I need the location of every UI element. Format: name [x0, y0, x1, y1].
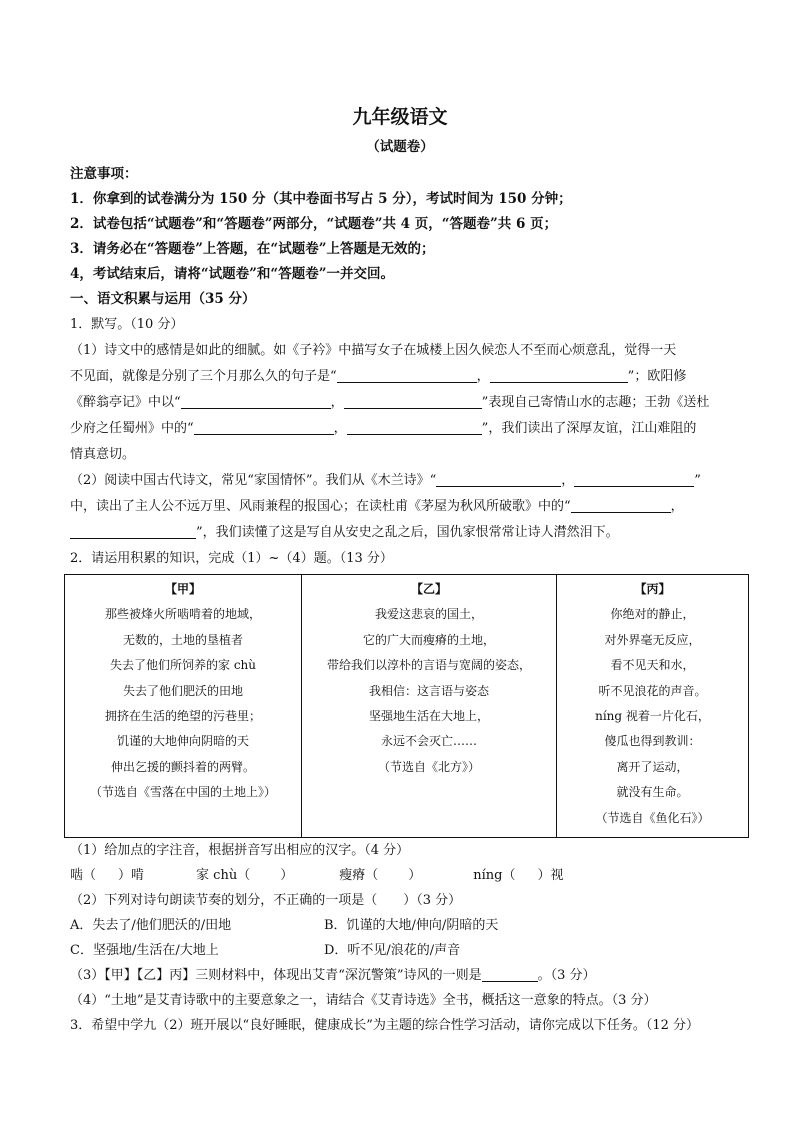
q2-sub1-items: 啮（ ）啃 家 chù（ ） 瘦瘠（ ） níng（ ）视: [70, 868, 564, 884]
q1-text: 不见面，就像是分别了三个月那么久的句子是“ ， ”；欧阳修: [70, 364, 730, 390]
poem-line: 我爱这悲哀的国土，: [374, 607, 483, 622]
q1-text: 《醉翁亭记》中以“ ， ”表现自己寄情山水的志趣；王勃《送杜: [70, 390, 730, 416]
poem-line: 拥挤在生活的绝望的污巷里；: [104, 709, 261, 724]
notice-item: 2．试卷包括“试题卷”和“答题卷”两部分，“试题卷”共 4 页，“答题卷”共 6 页；: [70, 216, 558, 232]
poem-source: （节选自《雪落在中国的土地上》）: [89, 785, 276, 800]
q2-sub1: （1）给加点的字注音，根据拼音写出相应的汉字。（4 分）: [70, 843, 410, 859]
option-b[interactable]: B．饥谨的大地/伸向/阴暗的天: [324, 918, 499, 934]
page-title: 九年级语文: [352, 106, 448, 128]
q2-sub2: （2）下列对诗句朗读节奏的划分，不正确的一项是（ ）（3 分）: [70, 893, 462, 909]
poem-line: 永远不会灭亡……: [380, 734, 477, 749]
q2-options-row: [70, 913, 730, 938]
q2-sub4: （4）“土地”是艾青诗歌中的主要意象之一，请结合《艾青诗选》全书，概括这一意象的特点。（3 分）: [70, 993, 657, 1009]
poem-source: （节选自《鱼化石》）: [595, 810, 710, 825]
answer-blank[interactable]: [337, 366, 477, 383]
poem-line: 离开了运动，: [616, 759, 689, 774]
q1-text: 中，读出了主人公不远万里、风雨兼程的报国心；在读杜甫《茅屋为秋风所破歌》中的“ ，: [70, 494, 730, 520]
answer-blank[interactable]: [194, 418, 334, 435]
answer-blank[interactable]: [482, 965, 538, 982]
answer-blank[interactable]: [571, 496, 671, 513]
poem-line: 听不见浪花的声音。: [598, 683, 707, 698]
answer-blank[interactable]: [490, 366, 628, 383]
poem-line: 失去了他们所饲养的家 chù: [110, 658, 256, 673]
poem-line: 看不见天和水，: [610, 658, 695, 673]
poem-line: 对外界毫无反应，: [604, 632, 701, 647]
page-subtitle: （试题卷）: [366, 139, 434, 155]
q1-text: ”，我们读懂了这是写自从安史之乱之后，国仇家恨常常让诗人潸然泪下。: [70, 520, 730, 546]
poem-yi: [302, 575, 557, 838]
answer-blank[interactable]: [436, 470, 561, 487]
poem-bing: [557, 575, 749, 838]
q1-text: （2）阅读中国古代诗文，常见“家国情怀”。我们从《木兰诗》“ ， ”: [70, 468, 730, 494]
notice-item: 3．请务必在“答题卷”上答题，在“试题卷”上答题是无效的；: [70, 241, 435, 257]
notice-item: 4，考试结束后，请将“试题卷”和“答题卷”一并交回。: [70, 266, 394, 282]
poem-line: 就没有生命。: [616, 785, 689, 800]
poem-line: níng 视着一片化石，: [595, 709, 710, 724]
poem-heading: 【甲】: [164, 582, 201, 596]
poem-line: 我相信：这言语与姿态: [368, 683, 489, 698]
poem-line: 你绝对的静止，: [610, 607, 695, 622]
poem-heading: 【乙】: [410, 582, 447, 596]
q1-text: （1）诗文中的感情是如此的细腻。如《子衿》中描写女子在城楼上因久候恋人不至而心烦意乱，觉得一天: [70, 343, 677, 358]
poem-line: 伸出乞援的颤抖着的两臂。: [110, 759, 255, 774]
notice-heading: 注意事项：: [70, 166, 138, 182]
answer-blank[interactable]: [347, 418, 482, 435]
question-1-stem: 1．默写。（10 分）: [70, 317, 184, 332]
question-2-stem: 2．请运用积累的知识，完成（1）~（4）题。（13 分）: [70, 551, 393, 566]
option-c[interactable]: C．坚强地/生活在/大地上: [70, 943, 219, 959]
q2-options-row: [70, 938, 730, 963]
answer-blank[interactable]: [574, 470, 694, 487]
notice-item: 1．你拿到的试卷满分为 150 分（其中卷面书写占 5 分），考试时间为 150 分钟；: [70, 191, 572, 207]
q1-text: 少府之任蜀州》中的“ ， ”，我们读出了深厚友谊，江山难阻的: [70, 416, 730, 442]
poem-jia: [65, 575, 302, 838]
section-heading: 一、语文积累与运用（35 分）: [70, 291, 256, 307]
answer-blank[interactable]: [70, 522, 196, 539]
poem-line: 傻瓜也得到教训：: [604, 734, 701, 749]
answer-blank[interactable]: [344, 392, 482, 409]
poem-heading: 【丙】: [634, 582, 671, 596]
q1-text: 情真意切。: [70, 447, 136, 462]
poem-line: 失去了他们肥沃的田地: [122, 683, 243, 698]
poem-line: 带给我们以淳朴的言语与宽阔的姿态，: [326, 658, 531, 673]
poem-table: [64, 574, 749, 838]
option-d[interactable]: D．听不见/浪花的/声音: [324, 943, 461, 959]
poem-line: 无数的，土地的垦植者: [122, 632, 243, 647]
option-a[interactable]: A．失去了/他们肥沃的/田地: [70, 918, 232, 934]
q2-sub3: （3）【甲】【乙】丙】三则材料中，体现出艾青“深沉警策”诗风的一则是 。（3 分）: [70, 963, 730, 988]
question-3-stem: 3．希望中学九（2）班开展以“良好睡眠，健康成长”为主题的综合性学习活动，请你完成以下任务。（12 分）: [70, 1018, 700, 1034]
poem-line: 它的广大而瘦瘠的土地，: [362, 632, 495, 647]
exam-page: [70, 104, 730, 1038]
poem-line: 那些被烽火所啮啃着的地域，: [104, 607, 261, 622]
answer-blank[interactable]: [181, 392, 331, 409]
poem-line: 饥谨的大地伸向阴暗的天: [116, 734, 249, 749]
poem-line: 坚强地生活在大地上，: [368, 709, 489, 724]
poem-source: （节选自《北方》）: [377, 759, 480, 774]
